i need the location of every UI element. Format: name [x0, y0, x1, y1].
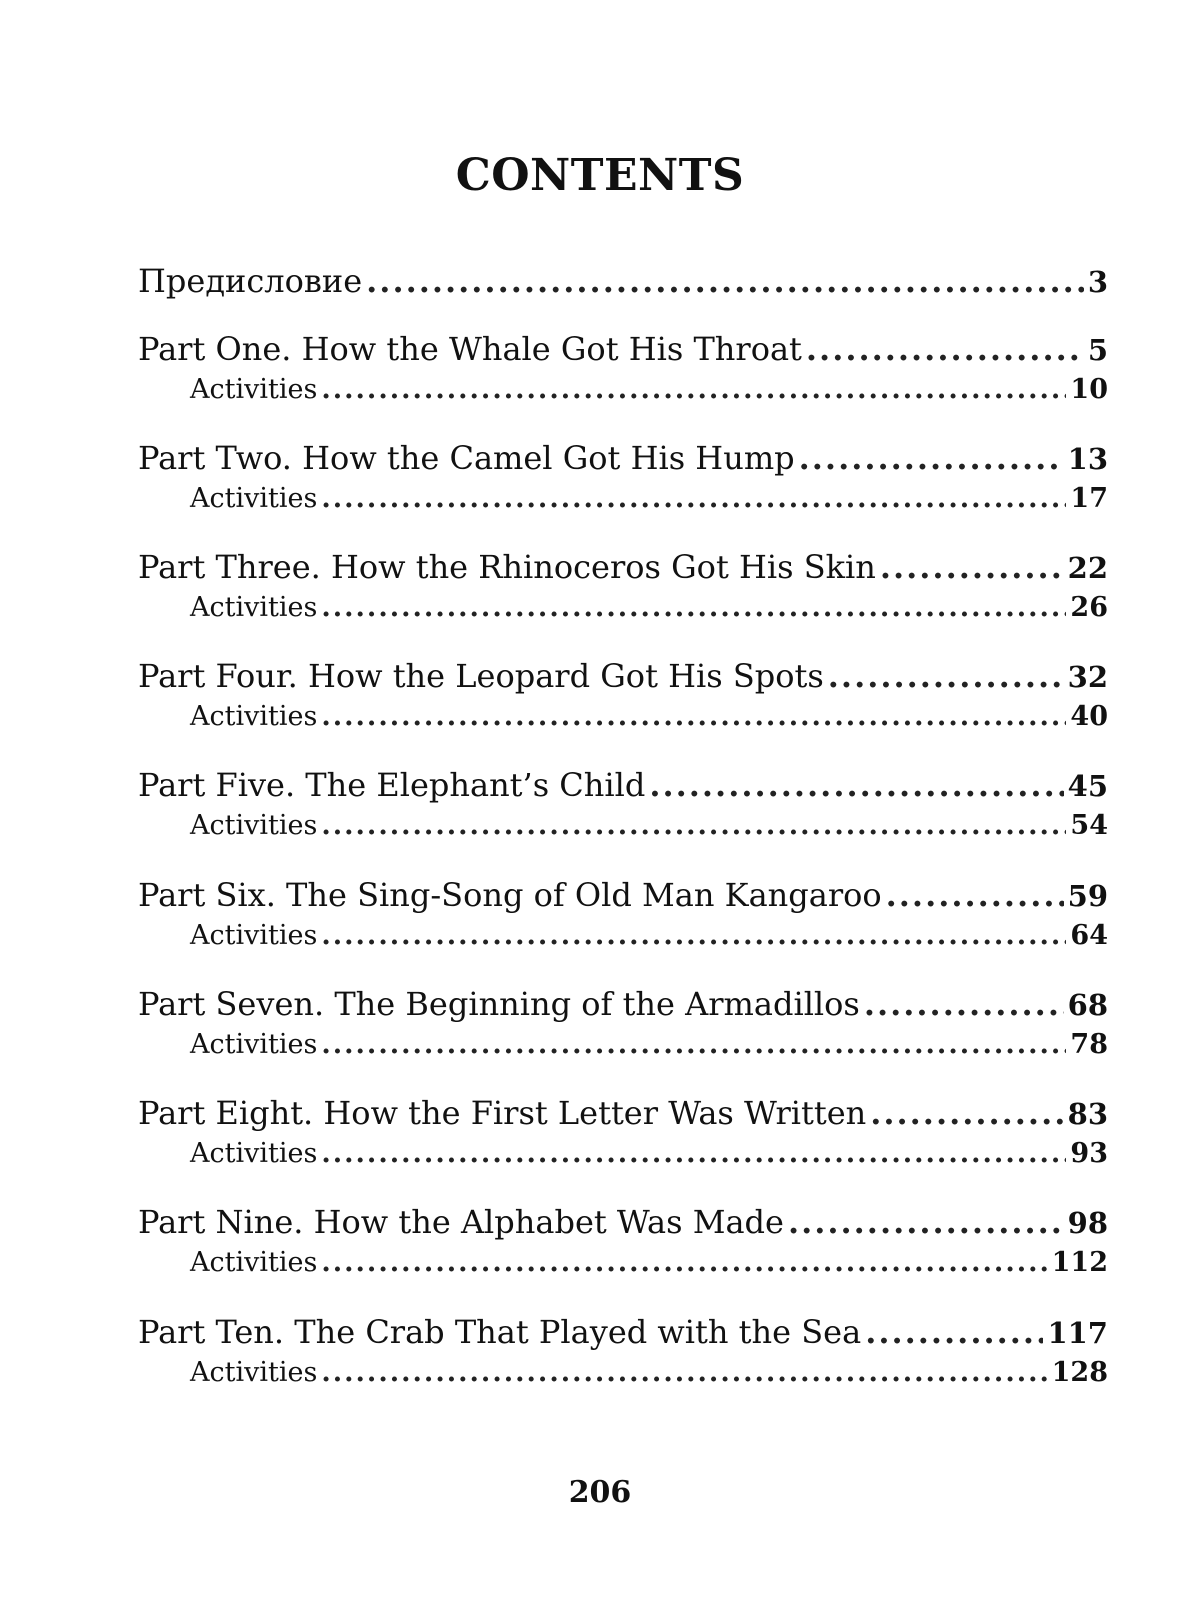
dot-leader [788, 1203, 1064, 1241]
toc-entry-label: Activities [190, 701, 318, 732]
toc-entry-page: 117 [1047, 1316, 1108, 1350]
dot-leader [864, 985, 1064, 1023]
toc-entry-part-four [138, 657, 1108, 695]
toc-entry-page: 3 [1087, 265, 1108, 299]
toc-entry-page: 13 [1067, 442, 1108, 476]
toc-entry-part-three [138, 548, 1108, 586]
toc-entry-label: Activities [190, 1138, 318, 1169]
toc-entry-activities [190, 810, 1108, 841]
toc-entry-activities [190, 701, 1108, 732]
toc-entry-page: 5 [1087, 333, 1108, 367]
toc-entry-page: 112 [1051, 1247, 1108, 1278]
toc-entry-page: 64 [1070, 920, 1108, 951]
toc-entry-page: 93 [1070, 1138, 1108, 1169]
dot-leader [886, 876, 1064, 914]
toc-entry-activities [190, 374, 1108, 405]
dot-leader [870, 1094, 1063, 1132]
toc-entry-page: 59 [1067, 879, 1108, 913]
toc-entry-page: 17 [1070, 483, 1108, 514]
toc-entry-activities [190, 1138, 1108, 1169]
dot-leader [366, 262, 1084, 300]
toc-entry-page: 40 [1070, 701, 1108, 732]
toc-entry-page: 54 [1070, 810, 1108, 841]
dot-leader [806, 330, 1084, 368]
toc-entry-page: 98 [1067, 1206, 1108, 1240]
toc-entry-part-seven [138, 985, 1108, 1023]
toc-entry-page: 128 [1051, 1357, 1108, 1388]
dot-leader [321, 1357, 1047, 1388]
toc-entry-activities [190, 1029, 1108, 1060]
toc-entry-page: 45 [1067, 769, 1108, 803]
toc-entry-part-ten [138, 1313, 1108, 1351]
toc-entry-activities [190, 1357, 1108, 1388]
toc-entry-label: Activities [190, 1029, 318, 1060]
dot-leader [321, 920, 1066, 951]
page-number: 206 [568, 1475, 632, 1510]
dot-leader [321, 483, 1066, 514]
toc-entry-label: Activities [190, 592, 318, 623]
toc-entry-label: Activities [190, 483, 318, 514]
toc-entry-page: 68 [1067, 988, 1108, 1022]
toc-entry-label: Activities [190, 920, 318, 951]
toc-entry-label: Part Eight. How the First Letter Was Written [138, 1094, 867, 1132]
toc-entry-page: 26 [1070, 592, 1108, 623]
toc-entry-preface [138, 262, 1108, 300]
toc-entry-part-eight [138, 1094, 1108, 1132]
dot-leader [321, 701, 1066, 732]
dot-leader [321, 810, 1066, 841]
toc-entry-label: Activities [190, 1357, 318, 1388]
dot-leader [799, 439, 1064, 477]
toc-entry-part-five [138, 766, 1108, 804]
dot-leader [321, 374, 1066, 405]
toc-entry-label: Part Two. How the Camel Got His Hump [138, 439, 795, 477]
toc-entry-label: Part Four. How the Leopard Got His Spots [138, 657, 824, 695]
toc-entry-activities [190, 1247, 1108, 1278]
dot-leader [865, 1313, 1043, 1351]
toc-entry-page: 78 [1070, 1029, 1108, 1060]
toc-entry-page: 22 [1067, 551, 1108, 585]
dot-leader [321, 1029, 1066, 1060]
toc-entry-label: Activities [190, 1247, 318, 1278]
toc-entry-label: Part Ten. The Crab That Played with the Sea [138, 1313, 862, 1351]
toc-entry-page: 83 [1067, 1097, 1108, 1131]
toc-entry-label: Part Seven. The Beginning of the Armadillos [138, 985, 860, 1023]
page-title: CONTENTS [455, 150, 745, 201]
toc-entry-label: Part Six. The Sing-Song of Old Man Kangaroo [138, 876, 882, 914]
dot-leader [828, 657, 1064, 695]
dot-leader [321, 1247, 1047, 1278]
toc-entry-activities [190, 592, 1108, 623]
dot-leader [649, 766, 1063, 804]
toc-entry-part-nine [138, 1203, 1108, 1241]
toc-entry-label: Part Five. The Elephant’s Child [138, 766, 646, 804]
dot-leader [321, 592, 1066, 623]
toc-entry-label: Activities [190, 374, 318, 405]
toc-entry-label: Part Three. How the Rhinoceros Got His Skin [138, 548, 876, 586]
toc-entry-label: Предисловие [138, 262, 363, 300]
toc-entry-activities [190, 920, 1108, 951]
toc-entry-label: Activities [190, 810, 318, 841]
toc-entry-part-six [138, 876, 1108, 914]
toc-entry-label: Part Nine. How the Alphabet Was Made [138, 1203, 784, 1241]
dot-leader [321, 1138, 1066, 1169]
toc-entry-page: 32 [1067, 660, 1108, 694]
toc-entry-part-two [138, 439, 1108, 477]
toc-entry-page: 10 [1070, 374, 1108, 405]
dot-leader [880, 548, 1064, 586]
toc-entry-part-one [138, 330, 1108, 368]
toc-entry-label: Part One. How the Whale Got His Throat [138, 330, 802, 368]
toc-entry-activities [190, 483, 1108, 514]
